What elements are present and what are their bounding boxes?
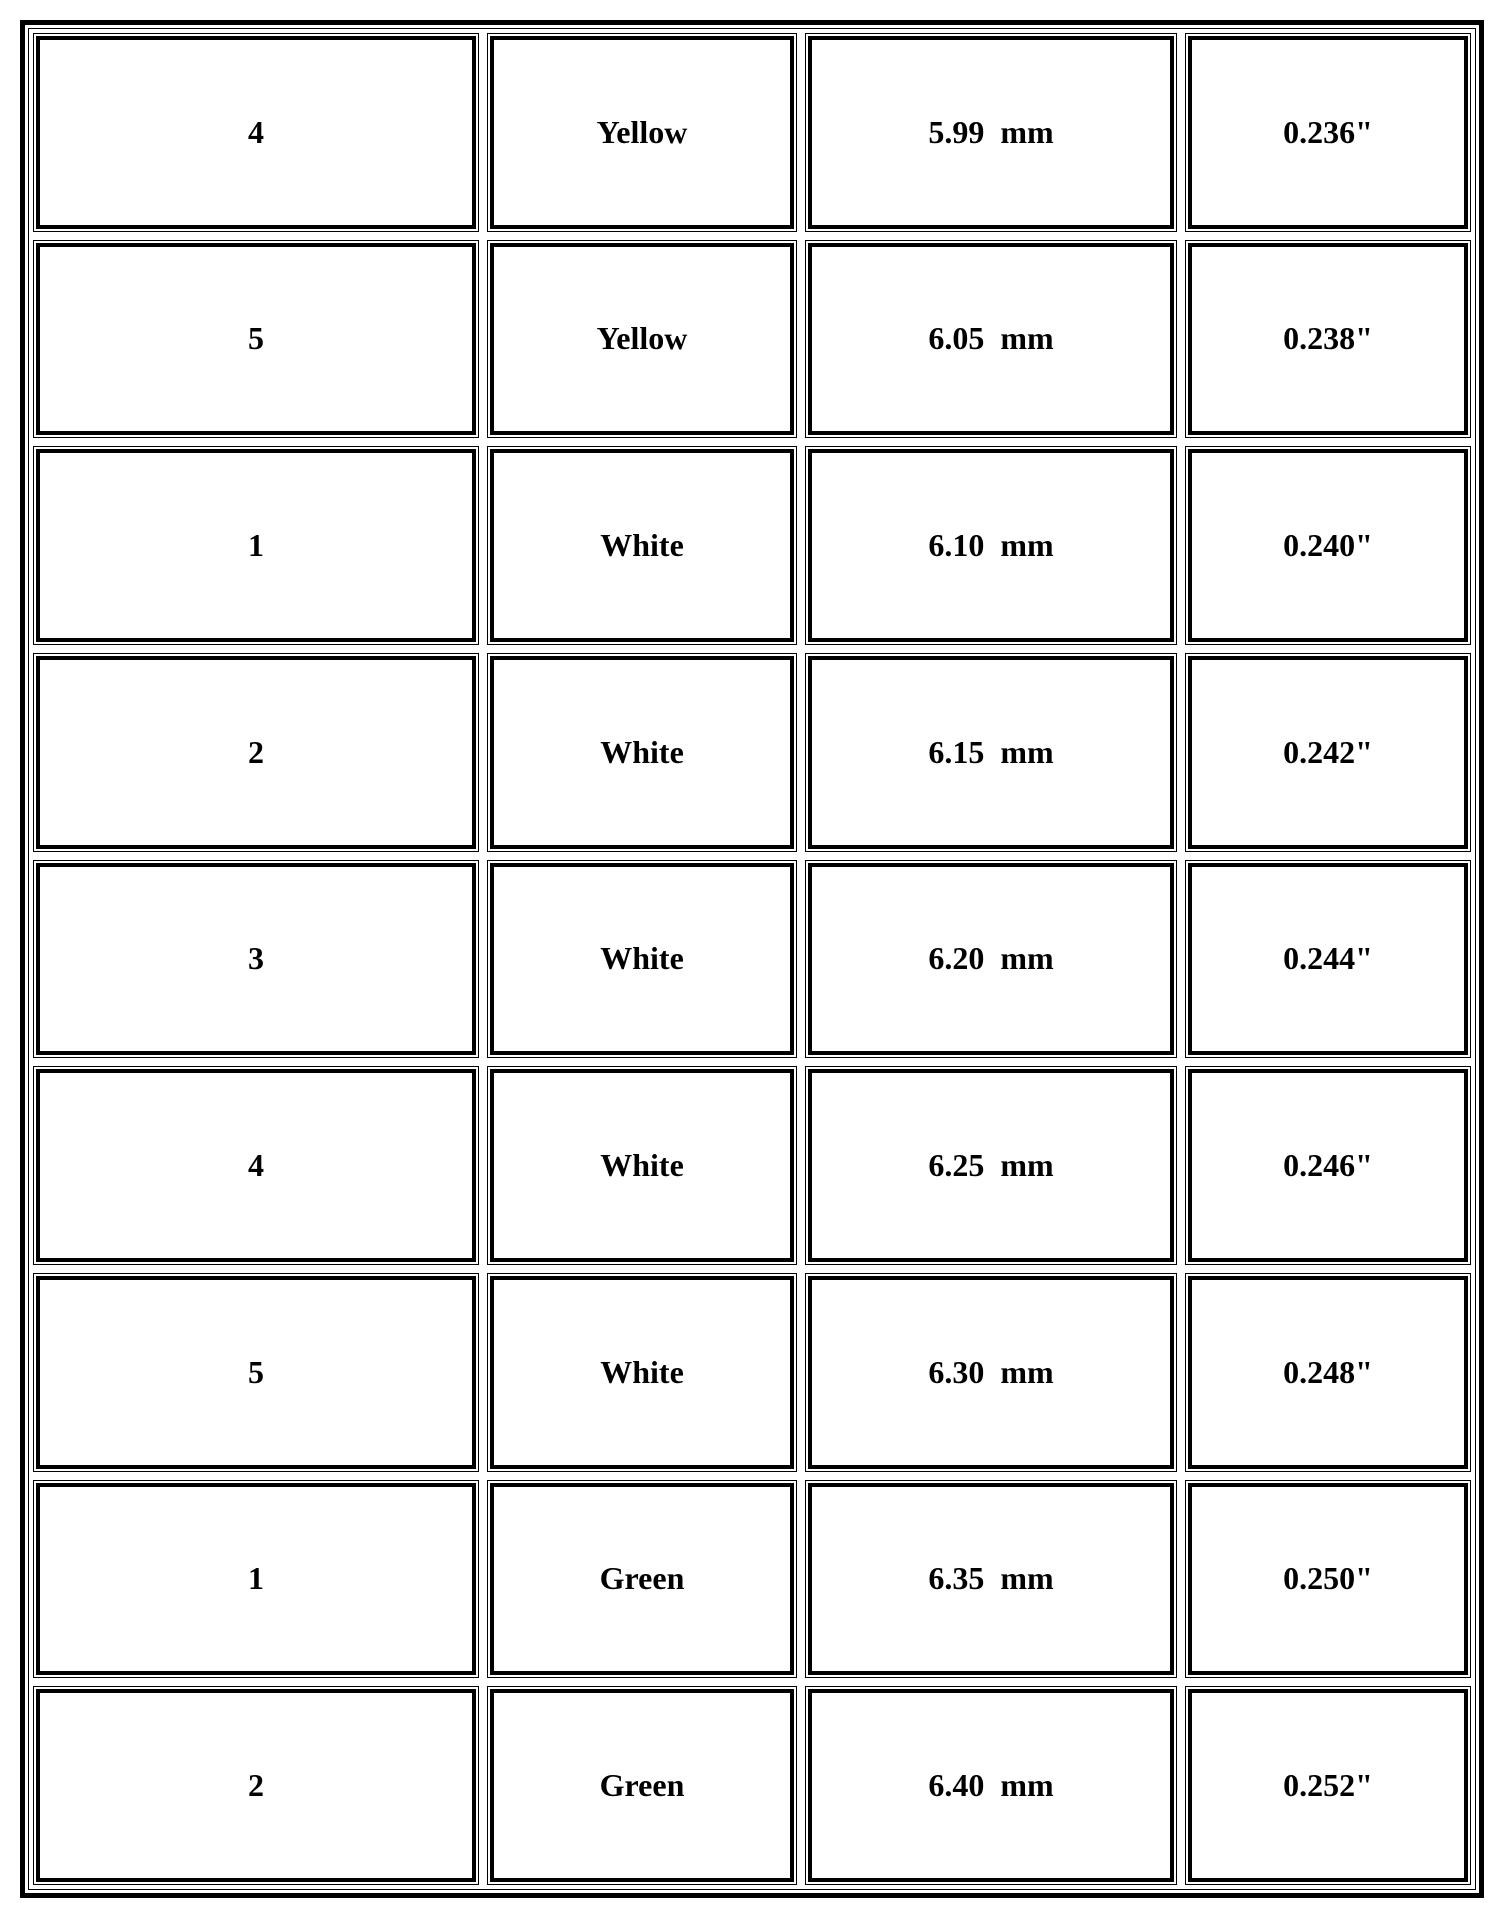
- table-cell-number: 5: [36, 1276, 476, 1469]
- table-cell-mm: 6.40 mm: [808, 1689, 1174, 1882]
- table-cell-color: White: [490, 1069, 794, 1262]
- table-cell-color: Green: [490, 1689, 794, 1882]
- table-cell-mm: 6.10 mm: [808, 449, 1174, 642]
- table-cell-number: 3: [36, 863, 476, 1056]
- table-cell-mm: 6.35 mm: [808, 1483, 1174, 1676]
- table-cell-number: 2: [36, 656, 476, 849]
- table-cell-mm: 6.15 mm: [808, 656, 1174, 849]
- table-cell-color: White: [490, 656, 794, 849]
- table-cell-color: White: [490, 449, 794, 642]
- table-cell-number: 5: [36, 243, 476, 436]
- table-cell-number: 4: [36, 1069, 476, 1262]
- table-cell-color: Yellow: [490, 36, 794, 229]
- table-cell-color: White: [490, 863, 794, 1056]
- table-cell-mm: 6.25 mm: [808, 1069, 1174, 1262]
- table-cell-mm: 6.30 mm: [808, 1276, 1174, 1469]
- table-cell-inch: 0.236": [1188, 36, 1468, 229]
- table-cell-inch: 0.252": [1188, 1689, 1468, 1882]
- table-cell-color: Green: [490, 1483, 794, 1676]
- table-cell-mm: 6.05 mm: [808, 243, 1174, 436]
- table-cell-number: 4: [36, 36, 476, 229]
- table-cell-inch: 0.244": [1188, 863, 1468, 1056]
- table-cell-inch: 0.240": [1188, 449, 1468, 642]
- table-cell-color: Yellow: [490, 243, 794, 436]
- table-cell-inch: 0.248": [1188, 1276, 1468, 1469]
- table-cell-inch: 0.246": [1188, 1069, 1468, 1262]
- table-cell-number: 1: [36, 1483, 476, 1676]
- table-cell-inch: 0.238": [1188, 243, 1468, 436]
- size-table-grid: [28, 28, 1476, 1890]
- size-table: [20, 20, 1484, 1898]
- table-cell-inch: 0.242": [1188, 656, 1468, 849]
- table-cell-mm: 5.99 mm: [808, 36, 1174, 229]
- table-cell-mm: 6.20 mm: [808, 863, 1174, 1056]
- table-cell-color: White: [490, 1276, 794, 1469]
- table-cell-number: 1: [36, 449, 476, 642]
- table-cell-inch: 0.250": [1188, 1483, 1468, 1676]
- table-cell-number: 2: [36, 1689, 476, 1882]
